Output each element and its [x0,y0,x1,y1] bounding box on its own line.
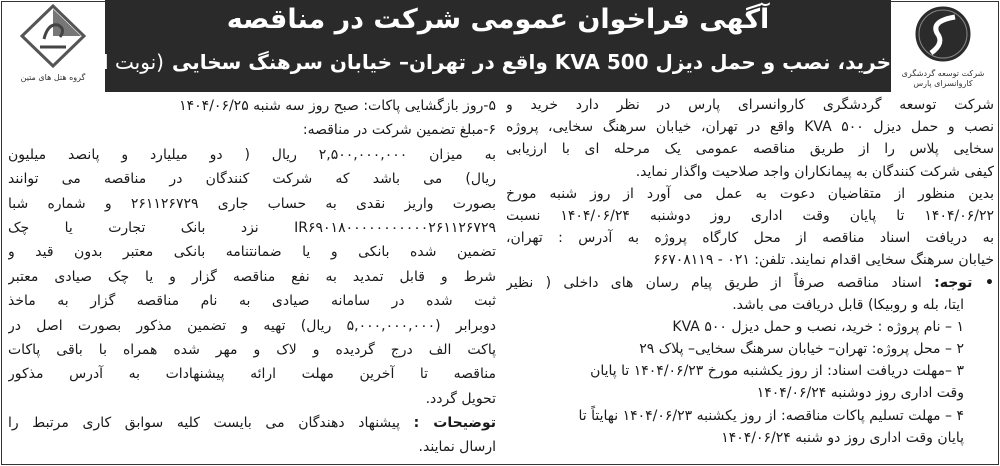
notice-text: اسناد مناقصه صرفاً از طریق پیام رسان های داخلی ( نظیر [506,274,935,291]
round-label: (نوبت اول) [71,50,164,74]
road-circle-logo-icon [911,3,975,65]
text-line: بصورت واریز نقدی به حساب جاری ۲۶۱۱۲۶۷۲۹ و شماره شبا [8,195,496,212]
text-line: خیابان سرهنگ سخایی اقدام نمایند. تلفن: ۰۲۱ - ۶۶۷۰۸۱۱۹ [653,252,994,269]
remarks-line [8,411,496,435]
logo-caption: گروه هتل های متین [20,73,86,82]
text-line: کیفی شرکت کنندگان به پیمانکاران واجد صلاحیت واگذار نماید. [635,163,994,180]
matin-hotels-logo [3,3,103,91]
list-item: ۳ –مهلت دریافت اسناد: از روز یکشنبه مورخ ۱۴۰۴/۰۶/۲۳ تا پایان [590,363,964,380]
text-line: بدین منظور از متقاضیان دعوت به عمل می آورد از روز شنبه مورخ [506,185,994,202]
notice-label: • توجه: [934,274,994,291]
list-item: ۲ – محل پروژه: تهران– خیابان سرهنگ سخایی– پلاک ۲۹ [639,341,964,358]
remarks-text: پیشنهاد دهندگان می بایست کلیه سوابق کاری مرتبط را [8,415,414,432]
logo-caption-2: کاروانسرای پارس [913,79,973,88]
subtitle-text: خرید، نصب و حمل دیزل 500 KVA واقع در تهران– خیابان سرهنگ سخایی [171,50,891,74]
text-line: ثبت شده در سامانه صیادی به نام مناقصه گزار به ماخذ [8,293,496,310]
text-line: ریال) می باشد که شرکت کنندگان در مناقصه می توانند [8,171,496,188]
text-line: شرط و قابل تمدید به نفع مناقصه گزار و یا چک صیادی معتبر [8,268,496,285]
list-item: ۶-مبلغ تضمین شرکت در مناقصه: [302,122,496,139]
text-line: تضمین شده بانکی و یا ضمانتنامه بانکی معتبر بدون قید و [8,244,496,261]
list-item: پایان وقت اداری روز دو شنبه ۱۴۰۴/۰۶/۲۴ [721,429,964,446]
right-column [506,94,994,449]
text-line: تحویل گردد. [425,390,496,407]
header-band [71,0,891,92]
notice-line [506,272,994,294]
remarks-label: توضیحات : [413,415,496,432]
text-line: سخایی پلاس را از طریق مناقصه عمومی یک مرحله ای با ارزیابی [506,141,994,158]
list-item: وقت اداری روز دوشنبه ۱۴۰۴/۰۶/۲۴ [756,385,964,402]
list-item: ۴ – مهلت تسلیم پاکات مناقصه: از روز یکشنبه ۱۴۰۴/۰۶/۲۳ نهایتاً تا [578,407,964,424]
page-subtitle [71,50,891,74]
logo-caption-1: شرکت توسعه گردشگری [901,69,985,78]
text-line: ارسال نمایند. [418,439,496,456]
list-item: ۱ – نام پروژه : خرید، نصب و حمل دیزل ۵۰۰ KVA [672,318,964,335]
text-line: نصب و حمل دیزل ۵۰۰ KVA واقع در تهران، خیابان سرهنگ سخایی، پروژه [506,119,994,136]
list-item: ۵-روز بازگشایی پاکات: صبح روز سه شنبه ۱۴۰۴/۰۶/۲۵ [179,98,496,114]
text-line: IR۶۹۰۱۸۰۰۰۰۰۰۰۰۰۰۰۲۶۱۱۲۶۷۲۹ نزد بانک تجارت یا چک [8,219,496,236]
caravanserai-pars-logo [893,3,993,91]
text-line: مناقصه تا آخرین مهلت ارائه پیشنهادات به آدرس مذکور [8,366,496,383]
page-title: آگهی فراخوان عمومی شرکت در مناقصه [226,4,770,35]
text-line: شرکت توسعه گردشگری کاروانسرای پارس در نظر دارد خرید و [506,97,994,113]
text-line: دوبرابر (۵,۰۰۰,۰۰۰,۰۰۰ ریال) تهیه و تضمین مذکور بصورت اصل در [8,317,496,334]
text-line: پاکت الف درج گردیده و لاک و مهر شده همراه با باقی پاکات [8,341,496,358]
text-line: ایتا، بله و روبیکا) قابل دریافت می باشد. [732,296,964,313]
text-line: ۱۴۰۴/۰۶/۲۲ تا پایان وقت اداری روز دوشنبه ۱۴۰۴/۰۶/۲۴ نسبت [506,207,994,224]
text-line: به دریافت اسناد مناقصه از محل کارگاه پروژه به آدرس : تهران، [506,230,994,247]
left-column [8,94,496,460]
text-line: به میزان ۲,۵۰۰,۰۰۰,۰۰۰ ریال ( دو میلیارد و پانصد میلیون [8,146,496,163]
